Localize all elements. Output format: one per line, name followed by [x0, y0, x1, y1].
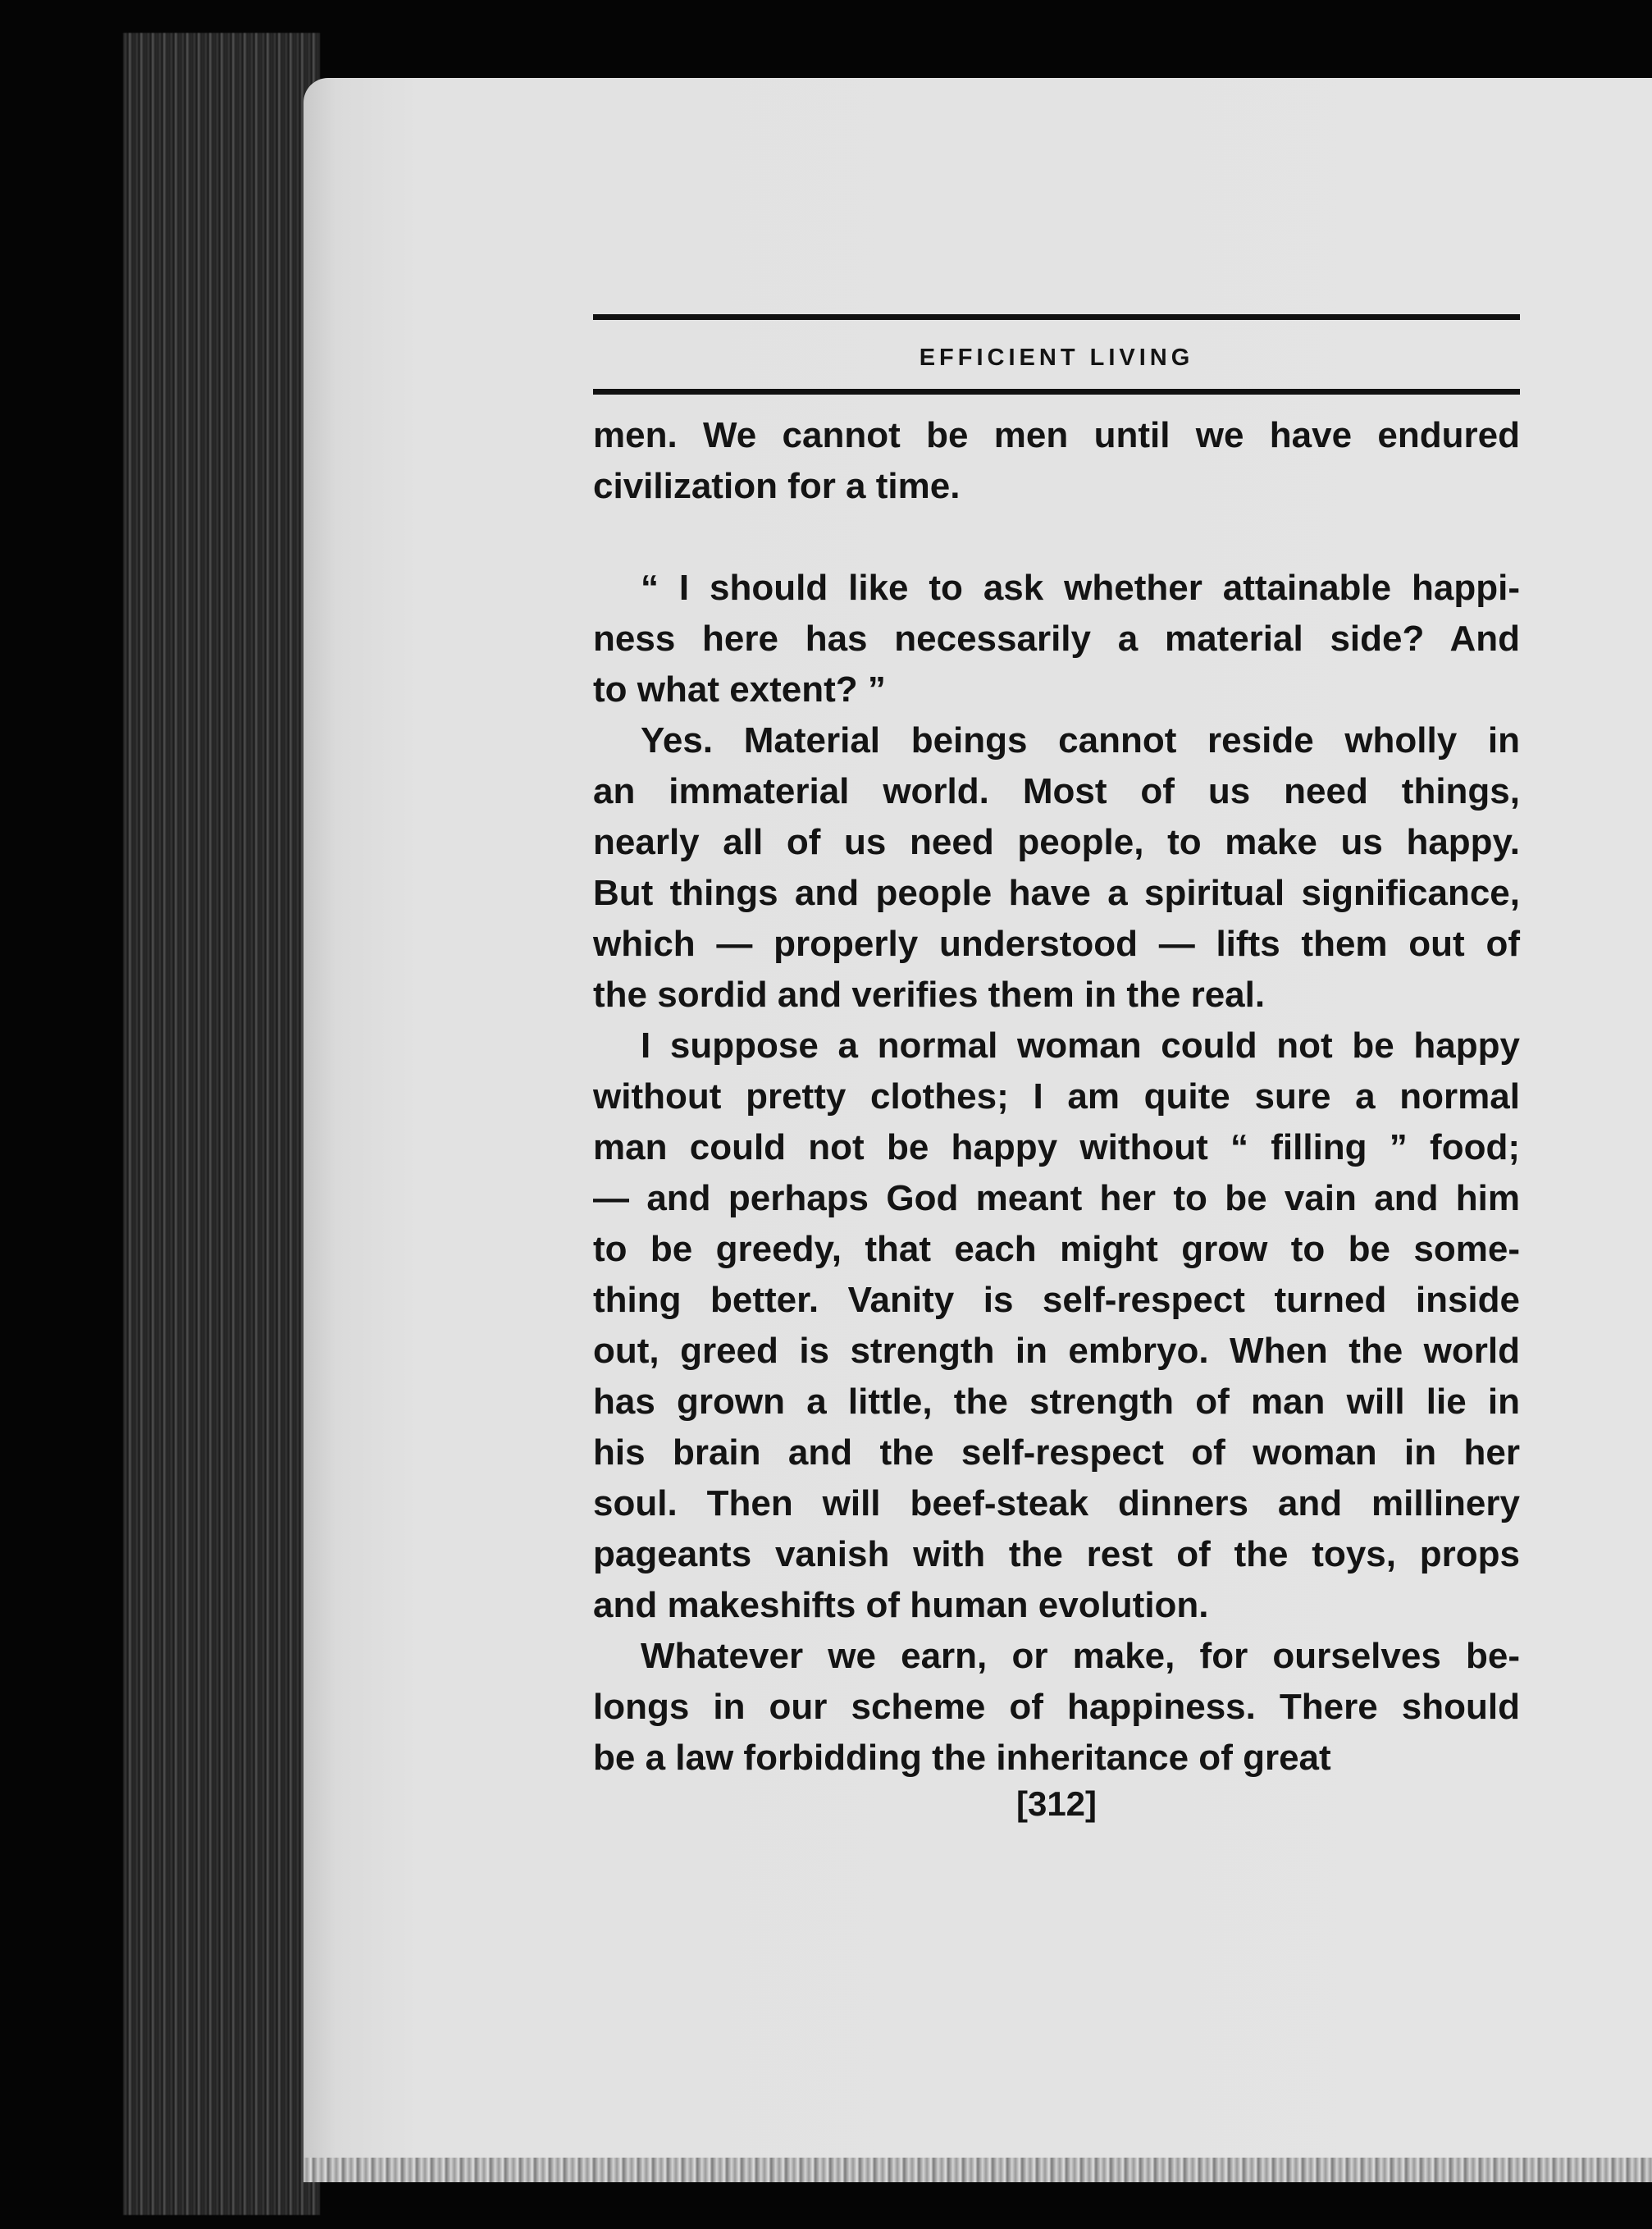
text-line: to be greedy, that each might grow to be some-	[593, 1229, 1520, 1269]
paragraph	[593, 410, 1520, 512]
header-rule-bottom	[593, 389, 1520, 395]
text-line: his brain and the self-respect of woman in her	[593, 1432, 1520, 1473]
paragraph-gap	[593, 512, 1520, 563]
text-line: longs in our scheme of happiness. There should	[593, 1687, 1520, 1727]
page-bottom-edge	[303, 2158, 1652, 2182]
text-line: and makeshifts of human evolution.	[593, 1585, 1209, 1625]
header-rule-top	[593, 314, 1520, 320]
paragraph	[593, 1631, 1520, 1784]
page-number: [312]	[1015, 1784, 1098, 1823]
paragraph	[593, 1021, 1520, 1631]
text-line: an immaterial world. Most of us need things,	[593, 771, 1520, 811]
text-line: without pretty clothes; I am quite sure a normal	[593, 1076, 1520, 1117]
text-line: man could not be happy without “ filling ” food;	[593, 1127, 1520, 1167]
text-line: I suppose a normal woman could not be happy	[641, 1025, 1520, 1066]
text-line: has grown a little, the strength of man will lie in	[593, 1382, 1520, 1422]
book-fore-edge	[123, 33, 320, 2215]
text-line: ness here has necessarily a material side? And	[593, 619, 1520, 659]
text-line: the sordid and verifies them in the real.	[593, 975, 1266, 1015]
text-line: be a law forbidding the inheritance of great	[593, 1738, 1331, 1778]
text-line: nearly all of us need people, to make us happy.	[593, 822, 1520, 862]
text-line: — and perhaps God meant her to be vain and him	[593, 1178, 1520, 1218]
running-head: EFFICIENT LIVING	[919, 345, 1194, 371]
text-line: “ I should like to ask whether attainable happi-	[641, 568, 1520, 608]
text-line: to what extent? ”	[593, 669, 886, 710]
text-line: pageants vanish with the rest of the toys, props	[593, 1534, 1520, 1574]
text-line: Yes. Material beings cannot reside wholly in	[641, 720, 1520, 761]
paragraph	[593, 715, 1520, 1021]
text-line: which — properly understood — lifts them out of	[593, 924, 1520, 964]
paragraph	[593, 563, 1520, 715]
text-line: thing better. Vanity is self-respect turned inside	[593, 1280, 1520, 1320]
text-line: out, greed is strength in embryo. When the world	[593, 1331, 1520, 1371]
text-line: civilization for a time.	[593, 466, 961, 506]
body-text	[593, 410, 1520, 1784]
text-line: soul. Then will beef-steak dinners and millinery	[593, 1483, 1520, 1523]
text-line: men. We cannot be men until we have endured	[593, 415, 1520, 455]
text-line: But things and people have a spiritual significance,	[593, 873, 1520, 913]
text-line: Whatever we earn, or make, for ourselves be-	[641, 1636, 1520, 1676]
